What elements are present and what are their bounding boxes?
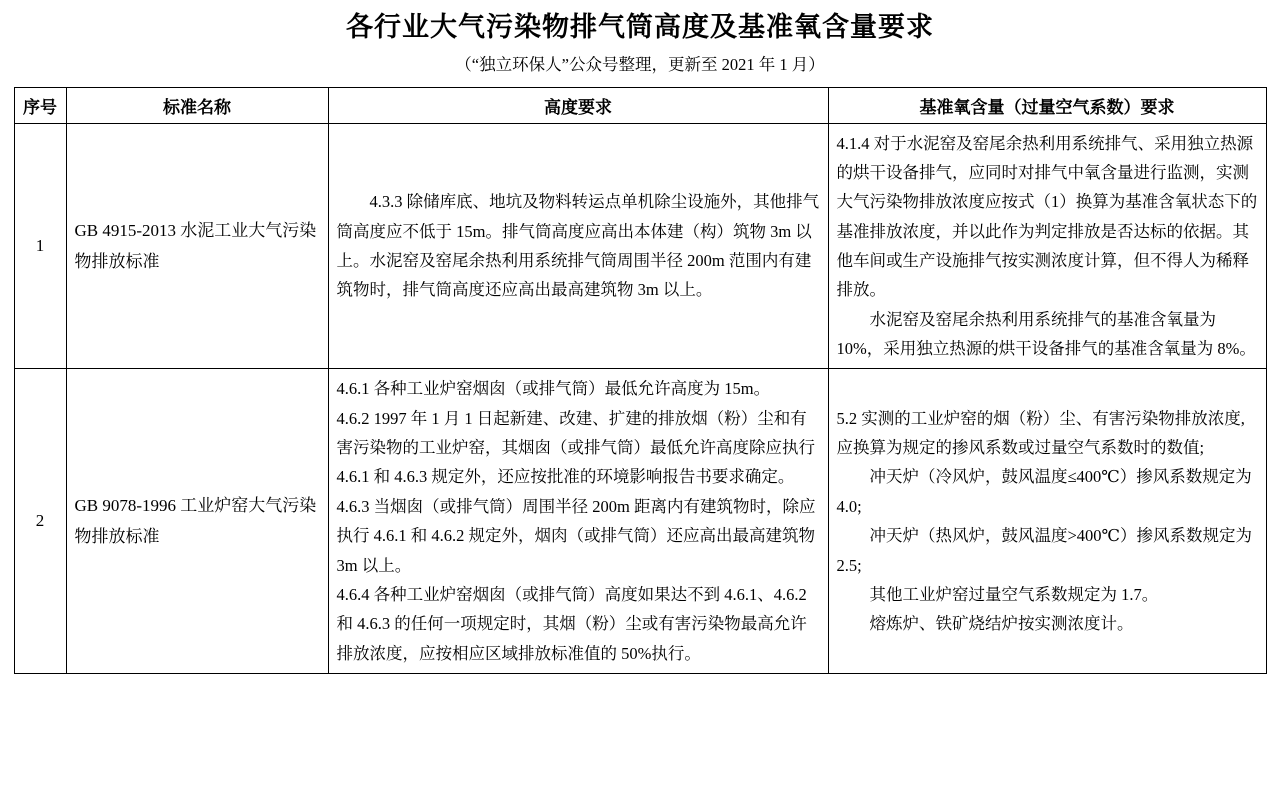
- height-requirement: [328, 369, 828, 674]
- height-requirement-paragraph: 4.3.3 除储库底、地坑及物料转运点单机除尘设施外，其他排气筒高度应不低于 15m。排气筒高度应高出本体建（构）筑物 3m 以上。水泥窑及窑尾余热利用系统排气筒周围半径 200m 范围内有建筑物时，排气筒高度还应高出最高建筑物 3m 以上。: [336, 192, 820, 300]
- height-requirement-paragraph: 4.6.1 各种工业炉窑烟囱（或排气筒）最低允许高度为 15m。: [336, 379, 771, 399]
- table-header-row: [14, 87, 1266, 123]
- oxygen-requirement: [828, 123, 1266, 369]
- column-header-oxygen-requirement: 基准氧含量（过量空气系数）要求: [828, 87, 1266, 123]
- oxygen-requirement-paragraph: 水泥窑及窑尾余热利用系统排气的基准含氧量为 10%，采用独立热源的烘干设备排气的基准含氧量为 8%。: [836, 309, 1256, 359]
- column-header-height-requirement: 高度要求: [328, 87, 828, 123]
- height-requirement-paragraph: 4.6.2 1997 年 1 月 1 日起新建、改建、扩建的排放烟（粉）尘和有害污染物的工业炉窑，其烟囱（或排气筒）最低允许高度除应执行 4.6.1 和 4.6.3 规定外，还应按批准的环境影响报告书要求确定。: [336, 408, 815, 487]
- oxygen-requirement-paragraph: 5.2 实测的工业炉窑的烟（粉）尘、有害污染物排放浓度,应换算为规定的掺风系数或过量空气系数时的数值;: [836, 408, 1245, 458]
- column-header-standard-name: 标准名称: [66, 87, 328, 123]
- height-requirement-paragraph: 4.6.4 各种工业炉窑烟囱（或排气筒）高度如果达不到 4.6.1、4.6.2 和 4.6.3 的任何一项规定时，其烟（粉）尘或有害污染物最高允许排放浓度，应按相应区域排放标准值的 50%执行。: [336, 584, 807, 663]
- page-subtitle: （“独立环保人”公众号整理，更新至 2021 年 1 月）: [455, 55, 825, 75]
- height-requirement: [328, 123, 828, 369]
- table-body: [14, 123, 1266, 673]
- requirements-table: [14, 87, 1267, 674]
- oxygen-requirement-paragraph: 熔炼炉、铁矿烧结炉按实测浓度计。: [869, 614, 1134, 634]
- standard-name: GB 4915-2013 水泥工业大气污染物排放标准: [66, 123, 328, 369]
- page-title: 各行业大气污染物排气筒高度及基准氧含量要求: [346, 12, 934, 42]
- table-row: [14, 123, 1266, 369]
- oxygen-requirement-paragraph: 冲天炉（热风炉，鼓风温度>400℃）掺风系数规定为 2.5;: [836, 526, 1253, 575]
- oxygen-requirement-paragraph: 4.1.4 对于水泥窑及窑尾余热利用系统排气、采用独立热源的烘干设备排气，应同时对排气中氧含量进行监测，实测大气污染物排放浓度应按式（1）换算为基准含氧状态下的基准排放浓度，并以此作为判定排放是否达标的依据。其他车间或生产设施排气按实测浓度计算，但不得人为稀释排放。: [836, 133, 1258, 300]
- table-head: [14, 87, 1266, 123]
- column-header-no: 序号: [14, 87, 66, 123]
- row-number: 2: [14, 369, 66, 674]
- height-requirement-paragraph: 4.6.3 当烟囱（或排气筒）周围半径 200m 距离内有建筑物时，除应执行 4.6.1 和 4.6.2 规定外，烟肉（或排气筒）还应高出最高建筑物 3m 以上。: [336, 496, 816, 575]
- oxygen-requirement-paragraph: 冲天炉（冷风炉，鼓风温度≤400℃）掺风系数规定为 4.0;: [836, 467, 1252, 516]
- standard-name: GB 9078-1996 工业炉窑大气污染物排放标准: [66, 369, 328, 674]
- oxygen-requirement-paragraph: 其他工业炉窑过量空气系数规定为 1.7。: [869, 584, 1159, 604]
- row-number: 1: [14, 123, 66, 369]
- document-page: [0, 9, 1280, 805]
- oxygen-requirement: [828, 369, 1266, 674]
- table-row: [14, 369, 1266, 674]
